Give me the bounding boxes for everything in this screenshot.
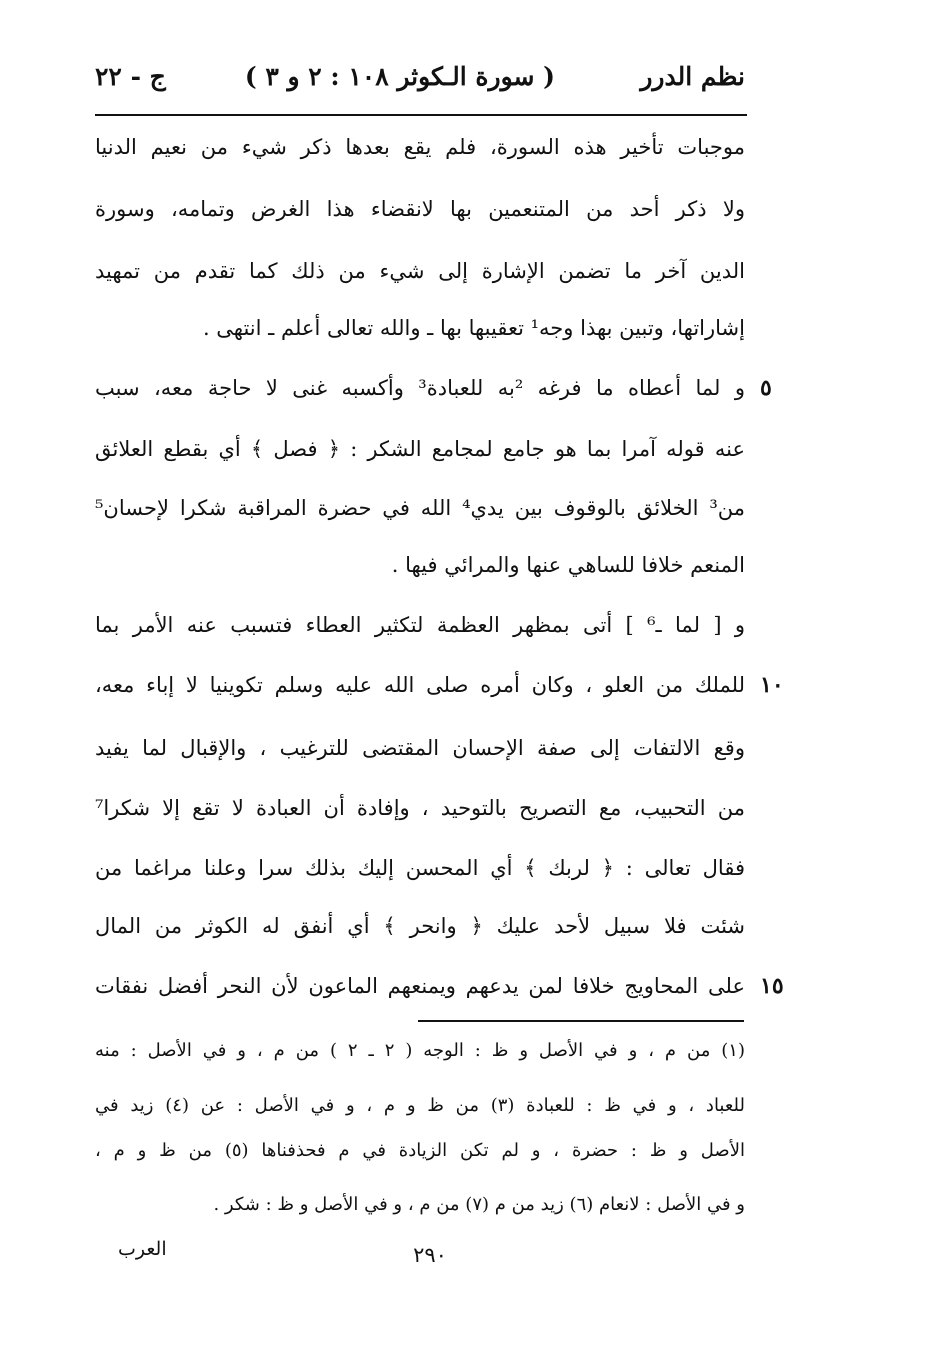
volume-label: ج - ٢٢ <box>95 62 166 91</box>
line-number: ١٠ <box>760 672 784 698</box>
text-line: المنعم خلافا للساهي عنها والمرائي فيها . <box>391 553 745 577</box>
page-number: ٢٩٠ <box>413 1243 447 1267</box>
footnote-rule <box>418 1020 744 1022</box>
text-line: من³ الخلائق بالوقوف بين يدي⁴ الله في حضرة المراقبة شكرا لإحسان⁵ <box>95 496 745 520</box>
text-line: ولا ذكر أحد من المتنعمين بها لانقضاء هذا الغرض وتمامه، وسورة <box>95 197 745 221</box>
text-line: و لما أعطاه ما فرغه ²به للعبادة³ وأكسبه غنى لا حاجة معه، سبب <box>95 376 745 400</box>
text-line: الدين آخر ما تضمن الإشارة إلى شيء من ذلك كما تقدم من تمهيد <box>95 259 745 283</box>
text-line: و [ لما ـ⁶ ] أتى بمظهر العظمة لتكثير العطاء فتسبب عنه الأمر بما <box>95 613 745 637</box>
book-title: نظم الدرر <box>640 62 745 91</box>
printer-signature: العرب <box>118 1238 167 1260</box>
header-rule <box>95 114 747 116</box>
footnote-line: الأصل و ظ : حضرة ، و لم تكن الزيادة في م فحذفناها (٥) من ظ و م ، <box>95 1140 745 1161</box>
text-line: موجبات تأخير هذه السورة، فلم يقع بعدها ذكر شيء من نعيم الدنيا <box>95 135 745 159</box>
footnote-line: و في الأصل : لانعام (٦) زيد من م (٧) من م ، و في الأصل و ظ : شكر . <box>213 1194 745 1215</box>
running-header <box>95 62 745 106</box>
line-number: ٥ <box>760 375 772 401</box>
text-line: على المحاويج خلافا لمن يدعهم ويمنعهم الماعون لأن النحر أفضل نفقات <box>95 974 745 998</box>
text-line: إشاراتها، وتبين بهذا وجه¹ تعقيبها بها ـ والله تعالى أعلم ـ انتهى . <box>202 316 745 340</box>
footnote-line: (١) من م ، و في الأصل و ظ : الوجه ( ٢ ـ ٢ ) من م ، و في الأصل : منه <box>95 1040 745 1061</box>
text-line: للملك من العلو ، وكان أمره صلى الله عليه وسلم تكوينيا لا إباء معه، <box>95 673 745 697</box>
surah-reference: ( سورة الـكوثر ١٠٨ : ٢ و ٣ ) <box>244 62 555 91</box>
text-line: من التحبيب، مع التصريح بالتوحيد ، وإفادة أن العبادة لا تقع إلا شكرا⁷ <box>95 796 745 820</box>
text-line: وقع الالتفات إلى صفة الإحسان المقتضى للترغيب ، والإقبال لما يفيد <box>95 736 745 760</box>
text-line: فقال تعالى : ﴿ لربك ﴾ أي المحسن إليك بذلك سرا وعلنا مراغما من <box>95 856 745 880</box>
text-line: شئت فلا سبيل لأحد عليك ﴿ وانحر ﴾ أي أنفق له الكوثر من المال <box>95 914 745 938</box>
footnote-line: للعباد ، و في ظ : للعبادة (٣) من ظ و م ، و في الأصل : عن (٤) زيد في <box>95 1095 745 1116</box>
text-line: عنه قوله آمرا بما هو جامع لمجامع الشكر : ﴿ فصل ﴾ أي بقطع العلائق <box>95 437 745 461</box>
line-number: ١٥ <box>760 973 784 999</box>
